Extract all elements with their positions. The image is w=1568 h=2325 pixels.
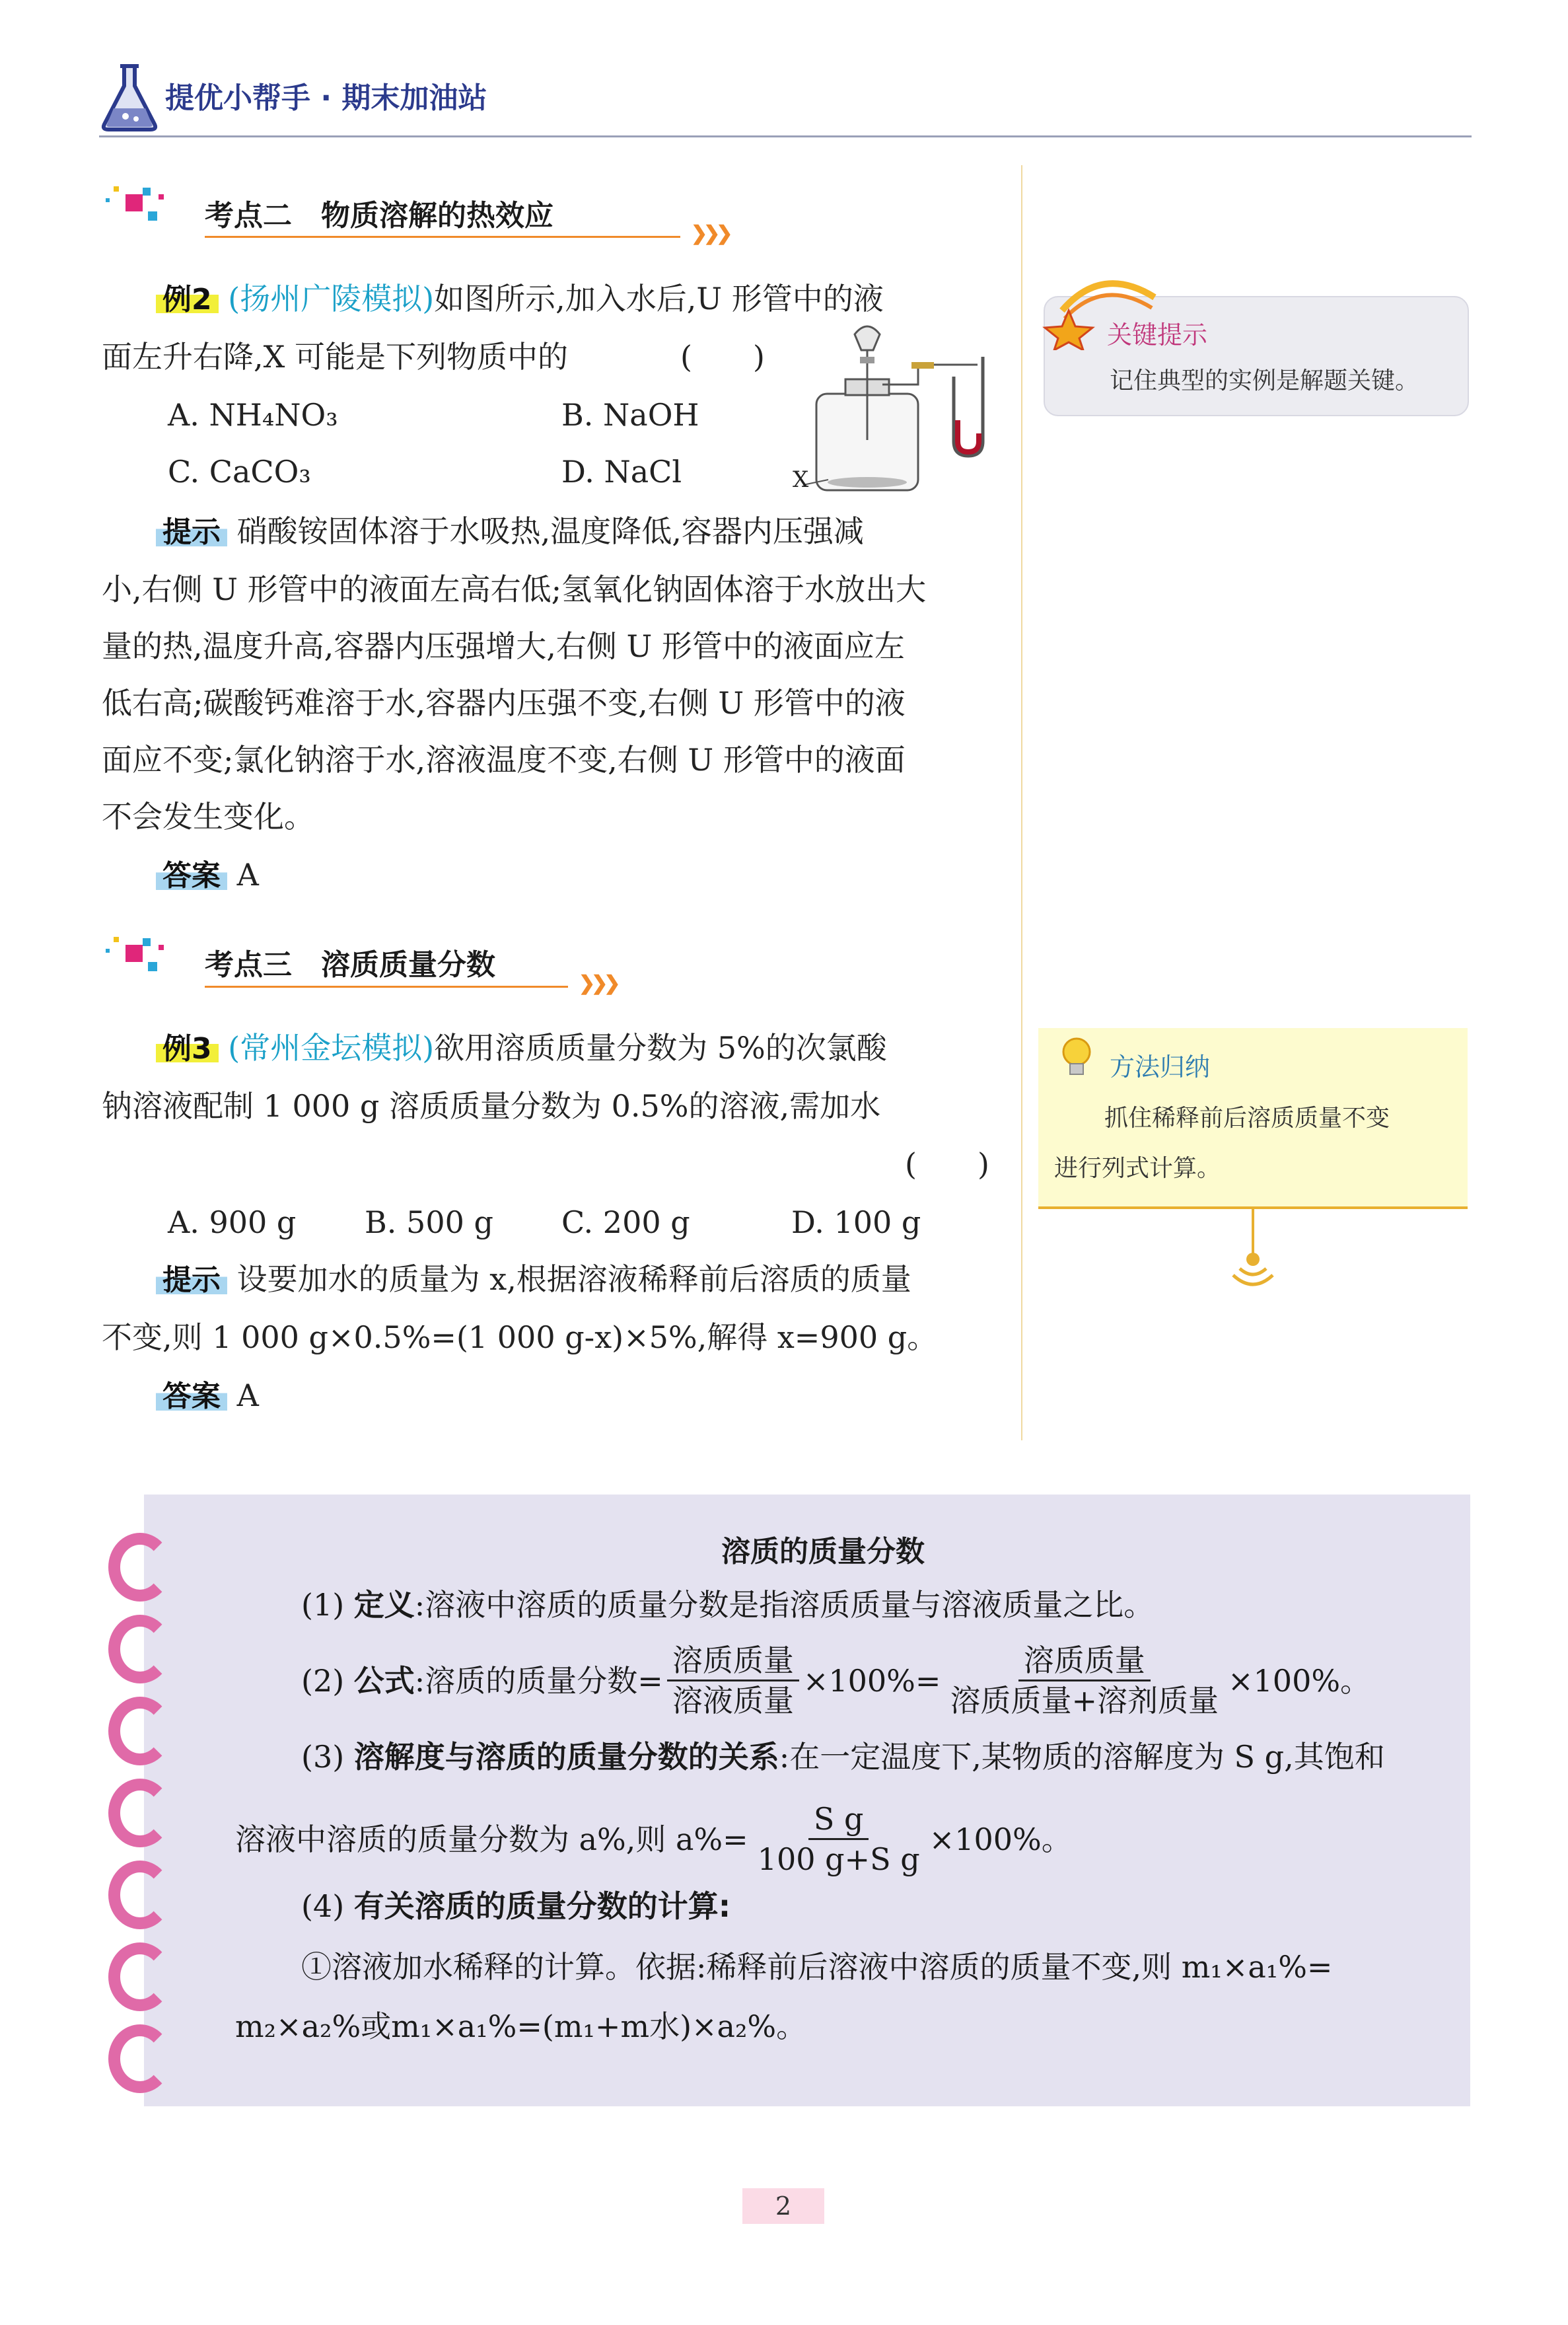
- example3-line1: [156, 1020, 887, 1077]
- example2-stem-line1: 如图所示,加入水后,U 形管中的液: [434, 281, 884, 316]
- binder-ring-icon: [108, 1533, 172, 1602]
- section2-underline: [205, 236, 680, 238]
- summary-item2-num: (2): [301, 1662, 345, 1699]
- method-text-line1: 抓住稀释前后溶质质量不变: [1104, 1105, 1390, 1132]
- summary-item2-lhs: :溶质的质量分数=: [414, 1662, 663, 1699]
- example2-answer-label: 答案: [156, 859, 227, 893]
- method-text-line2: 进行列式计算。: [1054, 1155, 1221, 1182]
- example3-label: 例3: [156, 1032, 219, 1066]
- summary-item2-mid: ×100%=: [802, 1662, 941, 1699]
- example3-option-d: D. 100 g: [791, 1204, 921, 1240]
- example2-hint-line1: [156, 503, 864, 560]
- key-hint-title: 关键提示: [1107, 320, 1208, 350]
- fraction2-numerator: 溶质质量: [1018, 1641, 1151, 1681]
- header-title: 提优小帮手 · 期末加油站: [165, 81, 487, 115]
- summary-item1-text: :溶液中溶质的质量分数是指溶质质量与溶液质量之比。: [414, 1587, 1155, 1623]
- example3-stem-line2: 钠溶液配制 1 000 g 溶质质量分数为 0.5%的溶液,需加水: [102, 1088, 881, 1124]
- summary-item4-num: (4): [301, 1888, 345, 1924]
- fraction1-denominator: 溶液质量: [672, 1683, 794, 1718]
- summary-item3-line2: [235, 1800, 1072, 1878]
- example3-option-c: C. 200 g: [561, 1204, 690, 1240]
- example2-option-a: A. NH₄NO₃: [168, 397, 338, 433]
- summary-formula-fraction-2: [944, 1641, 1224, 1720]
- example3-option-a: A. 900 g: [168, 1204, 297, 1240]
- example2-source: (扬州广陵模拟): [228, 281, 435, 316]
- example3-hint-line1: [156, 1251, 911, 1308]
- key-hint-text: 记住典型的实例是解题关键。: [1110, 367, 1419, 394]
- section3-title: 考点三 溶质质量分数: [205, 948, 495, 982]
- summary-item1: [301, 1568, 1154, 1641]
- column-divider: [1021, 165, 1022, 1440]
- summary-solubility-fraction: [752, 1800, 925, 1878]
- binder-ring-icon: [108, 2024, 172, 2093]
- example2-hint-text1: 硝酸铵固体溶于水吸热,温度降低,容器内压强减: [236, 513, 864, 549]
- fraction2-denominator: 溶质质量+溶剂质量: [950, 1683, 1219, 1718]
- example2-answer-bracket: ( ): [680, 339, 765, 375]
- summary-item5-line1: ①溶液加水稀释的计算。依据:稀释前后溶液中溶质的质量不变,则 m₁×a₁%=: [301, 1949, 1333, 1985]
- binder-ring-icon: [108, 1615, 172, 1683]
- example3-answer-label: 答案: [156, 1380, 227, 1413]
- example2-option-d: D. NaCl: [561, 454, 682, 490]
- method-title: 方法归纳: [1110, 1052, 1211, 1082]
- summary-item3-line2-text: 溶液中溶质的质量分数为 a%,则 a%=: [235, 1821, 748, 1857]
- binder-ring-icon: [108, 1861, 172, 1929]
- binder-ring-icon: [108, 1697, 172, 1765]
- summary-item3-text: :在一定温度下,某物质的溶解度为 S g,其饱和: [779, 1739, 1385, 1775]
- section-marker-icon: [99, 181, 178, 234]
- section-marker-icon: [99, 932, 178, 984]
- section3-underline: [205, 986, 568, 988]
- example3-stem-line1: 欲用溶质质量分数为 5%的次氯酸: [434, 1030, 887, 1066]
- example2-hint-label: 提示: [156, 515, 227, 549]
- example2-option-c: C. CaCO₃: [168, 454, 311, 490]
- example2-option-b: B. NaOH: [561, 397, 699, 433]
- section2-title: 考点二 物质溶解的热效应: [205, 199, 553, 233]
- example3-answer-value: A: [236, 1378, 259, 1413]
- solubility-numerator: S g: [808, 1800, 869, 1840]
- example2-label: 例2: [156, 283, 219, 316]
- summary-formula-fraction-1: [667, 1641, 799, 1720]
- signal-icon: [1223, 1209, 1283, 1295]
- example2-hint-text5: 面应不变;氯化钠溶于水,溶液温度不变,右侧 U 形管中的液面: [102, 742, 906, 778]
- summary-item4-colon: :: [718, 1888, 731, 1924]
- solubility-denominator: 100 g+S g: [757, 1841, 920, 1877]
- page-number: 2: [742, 2188, 824, 2224]
- example3-option-b: B. 500 g: [365, 1204, 493, 1240]
- section2-arrow-icon: ❯❯❯: [691, 222, 729, 245]
- example2-hint-text2: 小,右侧 U 形管中的液面左高右低;氢氧化钠固体溶于水放出大: [102, 572, 927, 607]
- example3-answer-bracket: ( ): [905, 1146, 989, 1182]
- summary-item3-num: (3): [301, 1739, 345, 1775]
- header-divider: [99, 135, 1472, 137]
- example3-hint-label: 提示: [156, 1263, 227, 1297]
- summary-item3: [301, 1720, 1385, 1793]
- example2-line1: [156, 271, 884, 328]
- section3-arrow-icon: ❯❯❯: [579, 972, 617, 995]
- summary-item2-term: 公式: [353, 1662, 415, 1699]
- example2-answer-row: [156, 847, 259, 904]
- example3-source: (常州金坛模拟): [228, 1030, 435, 1066]
- lightbulb-icon: [1057, 1035, 1096, 1081]
- fraction1-numerator: 溶质质量: [667, 1641, 799, 1681]
- example3-hint-text1: 设要加水的质量为 x,根据溶液稀释前后溶质的质量: [236, 1261, 911, 1297]
- summary-item3-term: 溶解度与溶质的质量分数的关系: [353, 1739, 779, 1775]
- binder-ring-icon: [108, 1942, 172, 2011]
- summary-item5-line2: m₂×a₂%或m₁×a₁%=(m₁+m水)×a₂%。: [235, 2009, 807, 2044]
- example2-hint-text4: 低右高;碳酸钙难溶于水,容器内压强不变,右侧 U 形管中的液: [102, 685, 906, 721]
- summary-item3-end: ×100%。: [929, 1821, 1072, 1857]
- example2-stem-line2: 面左升右降,X 可能是下列物质中的: [102, 339, 568, 375]
- u-tube-apparatus-figure: [786, 321, 1011, 496]
- example3-answer-row: [156, 1368, 259, 1424]
- summary-item1-term: 定义: [353, 1587, 415, 1623]
- summary-item1-num: (1): [301, 1587, 345, 1623]
- summary-item4-term: 有关溶质的质量分数的计算: [353, 1888, 719, 1924]
- example2-hint-text6: 不会发生变化。: [102, 799, 314, 834]
- example2-answer-value: A: [236, 857, 259, 893]
- summary-item2: [301, 1641, 1371, 1720]
- figure-label-x: X: [793, 466, 809, 493]
- example2-hint-text3: 量的热,温度升高,容器内压强增大,右侧 U 形管中的液面应左: [102, 628, 905, 664]
- flask-logo-icon: [99, 61, 160, 132]
- summary-title: 溶质的质量分数: [721, 1535, 925, 1568]
- summary-item2-end: ×100%。: [1228, 1662, 1371, 1699]
- binder-ring-icon: [108, 1779, 172, 1847]
- example3-hint-text2: 不变,则 1 000 g×0.5%=(1 000 g-x)×5%,解得 x=900 g。: [102, 1319, 938, 1355]
